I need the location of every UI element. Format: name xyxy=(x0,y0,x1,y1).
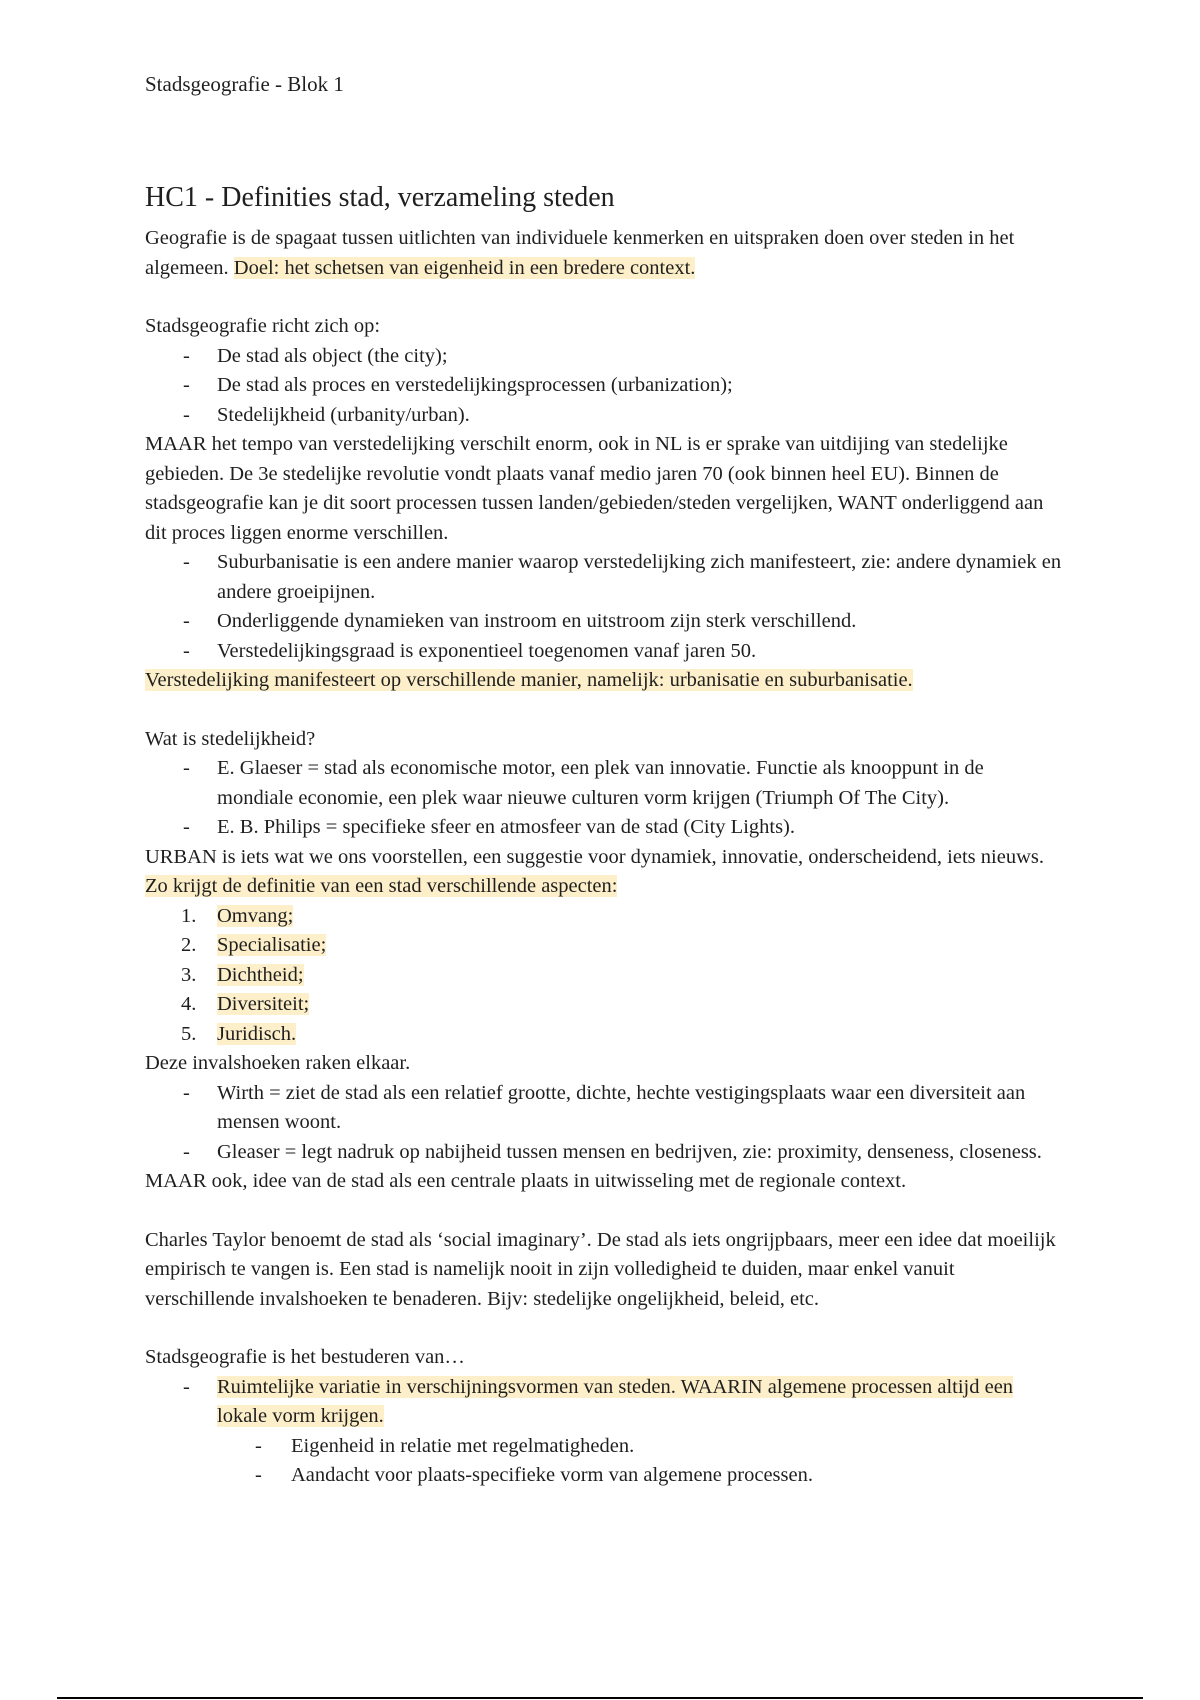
spacer xyxy=(145,1314,1065,1343)
list-number: 3. xyxy=(181,963,197,986)
list-item: - E. B. Philips = specifieke sfeer en atmosfeer van de stad (City Lights). xyxy=(145,813,1065,843)
page-header: Stadsgeografie - Blok 1 xyxy=(145,72,344,96)
aspect-label: Omvang; xyxy=(217,904,294,927)
list-item xyxy=(145,1373,1065,1432)
aspects-list xyxy=(145,902,1065,1050)
paragraph-question: Wat is stedelijkheid? xyxy=(145,727,316,750)
list-number: 2. xyxy=(181,934,197,956)
paragraph-focus-intro: Stadsgeografie richt zich op: xyxy=(145,315,381,337)
paragraph-taylor: Charles Taylor benoemt de stad als ‘social imaginary’. De stad als iets ongrijpbaars, meer een idee dat moeilijk empirisch te vangen is. Een stad is namelijk nooit in zijn volledigheid te duiden, maar enkel vanuit verschillende invalshoeken te benaderen. Bijv: stedelijke ongelijkheid, beleid, etc. xyxy=(145,1228,1056,1310)
focus-list xyxy=(145,342,1065,431)
paragraph-urban xyxy=(145,843,1065,902)
aspect-label: Juridisch. xyxy=(217,1022,297,1045)
document-body xyxy=(145,180,1065,1491)
list-item xyxy=(145,931,1065,961)
spacer xyxy=(145,283,1065,312)
spacer xyxy=(145,696,1065,725)
list-item: - Eigenheid in relatie met regelmatigheden. xyxy=(145,1432,1065,1462)
angles-list xyxy=(145,1079,1065,1168)
page-title: HC1 - Definities stad, verzameling steden xyxy=(145,182,615,213)
study-sublist xyxy=(145,1432,1065,1491)
list-number: 4. xyxy=(181,993,197,1015)
list-item: - Suburbanisatie is een andere manier waarop verstedelijking zich manifesteert, zie: andere dynamiek en andere groeipijnen. xyxy=(145,548,1065,607)
paragraph-intro xyxy=(145,224,1065,283)
paragraph-angles: Deze invalshoeken raken elkaar. xyxy=(145,1052,411,1074)
highlight-urbanization: Verstedelijking manifesteert op verschillende manier, namelijk: urbanisatie en suburbanisatie. xyxy=(145,669,913,691)
list-item: - Wirth = ziet de stad als een relatief grootte, dichte, hechte vestigingsplaats waar een diversiteit aan mensen woont. xyxy=(145,1079,1065,1138)
page-bottom-divider xyxy=(57,1697,1143,1699)
highlight-goal: Doel: het schetsen van eigenheid in een bredere context. xyxy=(233,256,696,279)
list-item: - Stedelijkheid (urbanity/urban). xyxy=(145,401,1065,431)
aspect-label: Specialisatie; xyxy=(217,934,327,956)
list-item xyxy=(145,990,1065,1020)
highlight-aspects: Zo krijgt de definitie van een stad verschillende aspecten: xyxy=(145,875,618,897)
study-list xyxy=(145,1373,1065,1432)
list-item: - Gleaser = legt nadruk op nabijheid tussen mensen en bedrijven, zie: proximity, denseness, closeness. xyxy=(145,1138,1065,1168)
aspect-label: Diversiteit; xyxy=(217,993,310,1015)
list-item xyxy=(145,902,1065,932)
spacer xyxy=(145,1197,1065,1226)
list-item: - Onderliggende dynamieken van instroom en uitstroom zijn sterk verschillend. xyxy=(145,607,1065,637)
paragraph-central-place: MAAR ook, idee van de stad als een centrale plaats in uitwisseling met de regionale context. xyxy=(145,1170,907,1192)
list-number: 5. xyxy=(181,1022,197,1045)
list-item: - Verstedelijkingsgraad is exponentieel toegenomen vanaf jaren 50. xyxy=(145,637,1065,667)
paragraph-study-intro: Stadsgeografie is het bestuderen van… xyxy=(145,1346,465,1368)
paragraph-conclusion xyxy=(145,666,1065,696)
list-item: - De stad als object (the city); xyxy=(145,342,1065,372)
paragraph-tempo: MAAR het tempo van verstedelijking verschilt enorm, ook in NL is er sprake van uitdijing van stedelijke gebieden. De 3e stedelijke revolutie vondt plaats vanaf medio jaren 70 (ook binnen heel EU). Binnen de stadsgeografie kan je dit soort processen tussen landen/gebieden/steden vergelijken, WANT onderliggend aan dit proces liggen enorme verschillen. xyxy=(145,433,1044,544)
urbanity-authors-list xyxy=(145,754,1065,843)
list-item: - De stad als proces en verstedelijkingsprocessen (urbanization); xyxy=(145,371,1065,401)
paragraph-text: Geografie is de spagaat tussen uitlichten van individuele kenmerken en uitspraken doen over steden in het algemeen. xyxy=(145,227,1015,279)
highlight-variation: Ruimtelijke variatie in verschijningsvormen van steden. WAARIN algemene processen altijd een lokale vorm krijgen. xyxy=(217,1375,1014,1427)
list-item: - Aandacht voor plaats-specifieke vorm van algemene processen. xyxy=(145,1461,1065,1491)
list-item xyxy=(145,1020,1065,1050)
paragraph-text: URBAN is iets wat we ons voorstellen, een suggestie voor dynamiek, innovatie, onderscheidend, iets nieuws. xyxy=(145,845,1044,868)
aspect-label: Dichtheid; xyxy=(217,963,304,986)
list-item xyxy=(145,961,1065,991)
list-item: - E. Glaeser = stad als economische motor, een plek van innovatie. Functie als knooppunt in de mondiale economie, een plek waar nieuwe culturen vorm krijgen (Triumph Of The City). xyxy=(145,754,1065,813)
list-number: 1. xyxy=(181,904,197,927)
urbanization-list xyxy=(145,548,1065,666)
